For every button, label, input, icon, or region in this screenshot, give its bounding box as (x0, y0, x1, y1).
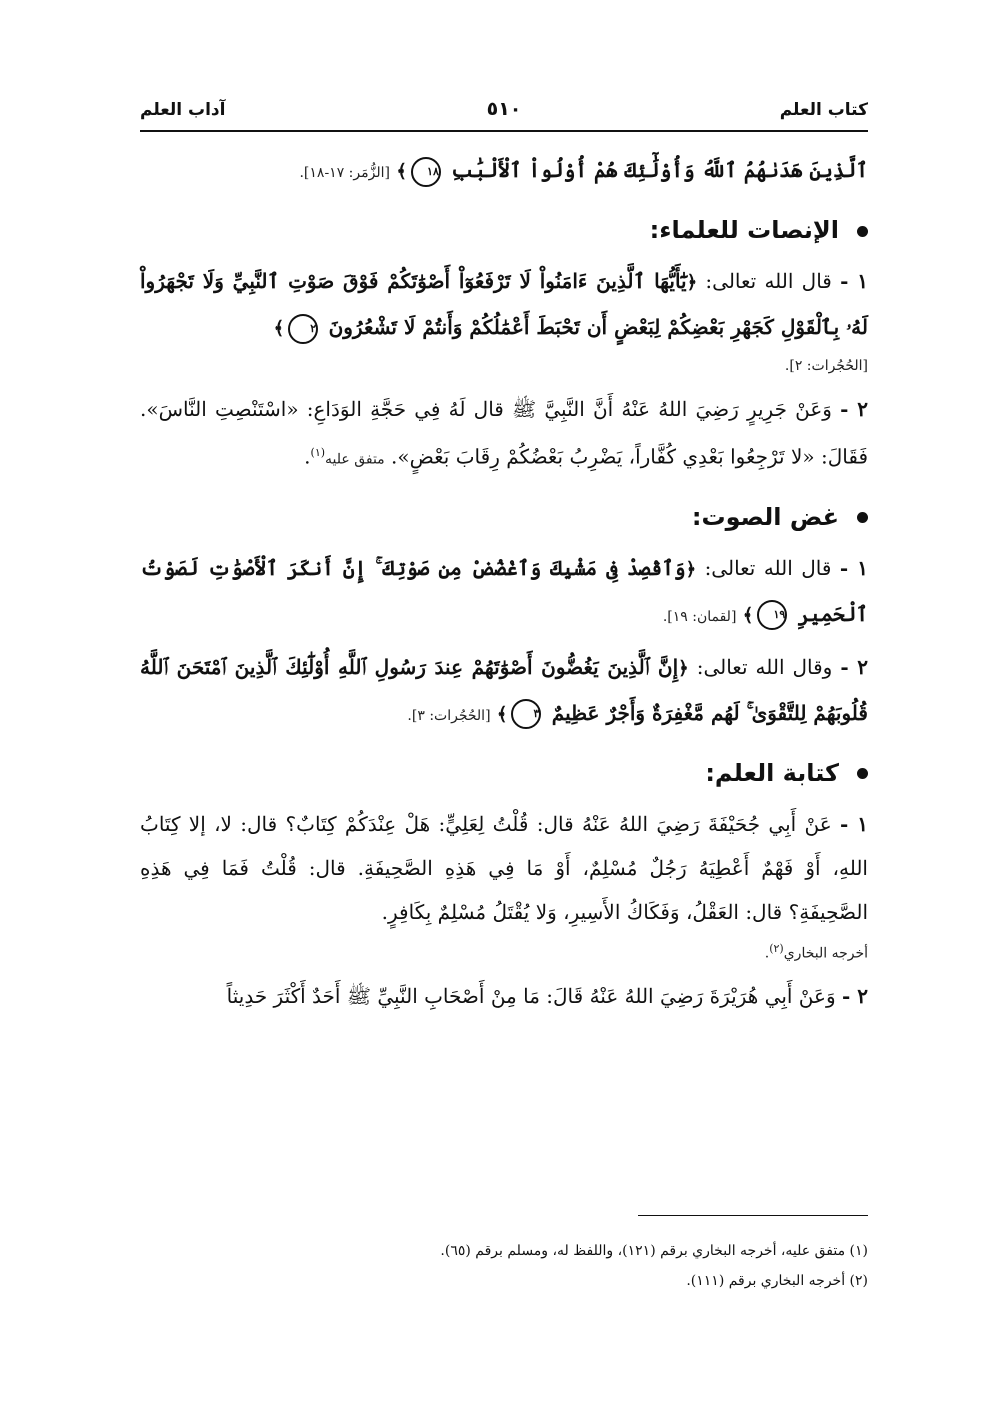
item-paragraph: ٢ - وَعَنْ جَرِيرٍ رَضِيَ اللهُ عَنْهُ أَنَّ النَّبِيَّ ﷺ قال لَهُ فِي حَجَّةِ الوَدَاعِ: «اسْتَنْصِتِ النَّاسَ». فَقَالَ: «لا تَرْجِعُوا بَعْدِي كُفَّاراً، يَضْرِبُ بَعْضُكُمْ رِقَابَ بَعْضٍ». متفق عليه$^{(١)}$. (140, 397, 868, 469)
verse-close-ornament: ﴾ (496, 703, 508, 725)
footnote-mark: (١) (310, 446, 326, 459)
top-verse (140, 148, 868, 195)
verse-reference: [الحُجُرات: ٢]. (784, 358, 868, 374)
hadith-text: وَعَنْ جَرِيرٍ رَضِيَ اللهُ عَنْهُ أَنَّ النَّبِيَّ ﷺ قال لَهُ فِي حَجَّةِ الوَدَاعِ: «اسْتَنْصِتِ النَّاسَ». فَقَالَ: «لا تَرْجِعُوا بَعْدِي كُفَّاراً، يَضْرِبُ بَعْضُكُمْ رِقَابَ بَعْضٍ». (140, 397, 868, 469)
quran-verse: يَٰٓأَيُّهَا ٱلَّذِينَ ءَامَنُواْ لَا تَرْفَعُوٓاْ أَصْوَٰتَكُمْ فَوْقَ صَوْتِ ٱلنَّبِيِّ وَلَا تَجْهَرُواْ لَهُۥ بِٱلْقَوْلِ كَجَهْرِ بَعْضِكُمْ لِبَعْضٍ أَن تَحْبَطَ أَعْمَٰلُكُمْ وَأَنتُمْ لَا تَشْعُرُونَ (140, 269, 868, 339)
chapter-title: آداب العلم (140, 100, 226, 120)
item-intro: قال الله تعالى: (705, 269, 832, 293)
quran-verse: إِنَّ ٱلَّذِينَ يَغُضُّونَ أَصْوَٰتَهُمْ عِندَ رَسُولِ ٱللَّهِ أُوْلَٰٓئِكَ ٱلَّذِينَ ٱمْتَحَنَ ٱللَّهُ قُلُوبَهُمْ لِلتَّقْوَىٰ ۚ لَهُم مَّغْفِرَةٌ وَأَجْرٌ عَظِيمٌ (140, 654, 868, 725)
hadith-source-line: أخرجه البخاري$^{(٢)}$. (764, 941, 868, 962)
ayah-number-mark: ٢ (288, 314, 318, 344)
bullet-icon (857, 768, 868, 779)
verse-open-ornament: ﴿ (678, 657, 689, 679)
item-intro: قال الله تعالى: (704, 555, 832, 580)
page-header (140, 96, 868, 130)
verse-reference: [الحُجُرات: ٣]. (407, 707, 491, 724)
ayah-number-mark: ١٨ (411, 157, 441, 187)
page-number: ٥١٠ (486, 98, 522, 120)
list-item (140, 802, 868, 969)
top-verse-text: ٱلَّذِينَ هَدَىٰهُمُ ٱللَّهُ وَأُوْلَٰٓئِكَ هُمْ أُوْلُواْ ٱلْأَلْبَٰبِ (451, 158, 868, 182)
item-number: ١ - (840, 269, 868, 293)
section-heading (140, 752, 868, 794)
verse-open-ornament: ﴿ (685, 558, 697, 580)
list-item (140, 974, 868, 1018)
verse-open-ornament: ﴿ (686, 272, 698, 293)
item-number: ١ - (840, 811, 869, 836)
section-heading-text: غض الصوت: (691, 502, 839, 531)
header-rule (140, 130, 868, 132)
item-intro: وقال الله تعالى: (696, 654, 833, 679)
hadith-text: وَعَنْ أَبِي هُرَيْرَةَ رَضِيَ اللهُ عَنْهُ قَالَ: مَا مِنْ أَصْحَابِ النَّبِيِّ ﷺ أَحَدٌ أَكْثَرَ حَدِيثاً (226, 984, 836, 1009)
item-number: ٢ - (840, 654, 868, 679)
verse-close-ornament: ﴾ (396, 161, 407, 182)
hadith-source: متفق عليه (325, 451, 385, 468)
section-heading (140, 209, 868, 251)
footnote: (٢) أخرجه البخاري برقم (١١١). (686, 1273, 868, 1289)
verse-reference: [الزُّمَر: ١٧-١٨]. (299, 165, 390, 181)
bullet-icon (857, 226, 868, 237)
ayah-number-mark: ٣ (511, 699, 541, 729)
book-title: كتاب العلم (779, 100, 868, 120)
item-number: ١ - (839, 555, 869, 580)
item-paragraph (140, 259, 868, 351)
hadith-text: عَنْ أَبِي جُحَيْفَةَ رَضِيَ اللهُ عَنْهُ قال: قُلْتُ لِعَلِيٍّ: هَلْ عِنْدَكُمْ كِتَابٌ؟ قال: لا، إلا كِتَابُ اللهِ، أَوْ فَهْمٌ أَعْطِيَهُ رَجُلٌ مُسْلِمٌ، أَوْ مَا فِي هَذِهِ الصَّحِيفَةِ. قال: قُلْتُ فَمَا فِي هَذِهِ الصَّحِيفَةِ؟ قال: العَقْلُ، وَفَكَاكُ الأَسِيرِ، وَلا يُقْتَلُ مُسْلِمٌ بِكَافِرٍ. (140, 811, 868, 924)
verse-close-ornament: ﴾ (273, 318, 285, 339)
hadith-source: أخرجه البخاري (783, 945, 868, 962)
item-paragraph (140, 645, 868, 738)
page-body (140, 148, 868, 1024)
footnote-rule (638, 1215, 868, 1216)
section-heading-text: كتابة العلم: (705, 758, 839, 787)
item-paragraph (140, 546, 868, 639)
footnotes (140, 1236, 868, 1296)
quran-verse: وَٱقْصِدْ فِى مَشْيِكَ وَٱغْضُضْ مِن صَوْتِكَ ۚ إِنَّ أَنكَرَ ٱلْأَصْوَٰتِ لَصَوْتُ ٱلْحَمِيرِ (140, 555, 868, 626)
list-item (140, 259, 868, 381)
footnote-mark: (٢) (769, 941, 784, 955)
section-heading (140, 496, 868, 538)
bullet-icon (857, 512, 868, 523)
verse-reference: [لقمان: ١٩]. (662, 608, 737, 625)
list-item (140, 387, 868, 482)
section-heading-text: الإنصات للعلماء: (649, 216, 839, 244)
item-paragraph (140, 974, 868, 1018)
item-number: ٢ - (840, 397, 868, 421)
footnote: (١) متفق عليه، أخرجه البخاري برقم (١٢١)، واللفظ له، ومسلم برقم (٦٥). (440, 1243, 868, 1259)
item-number: ٢ - (841, 984, 868, 1009)
item-paragraph (140, 802, 868, 934)
list-item (140, 645, 868, 738)
ayah-number-mark: ١٩ (757, 600, 787, 630)
list-item (140, 546, 868, 639)
verse-close-ornament: ﴾ (742, 604, 754, 626)
